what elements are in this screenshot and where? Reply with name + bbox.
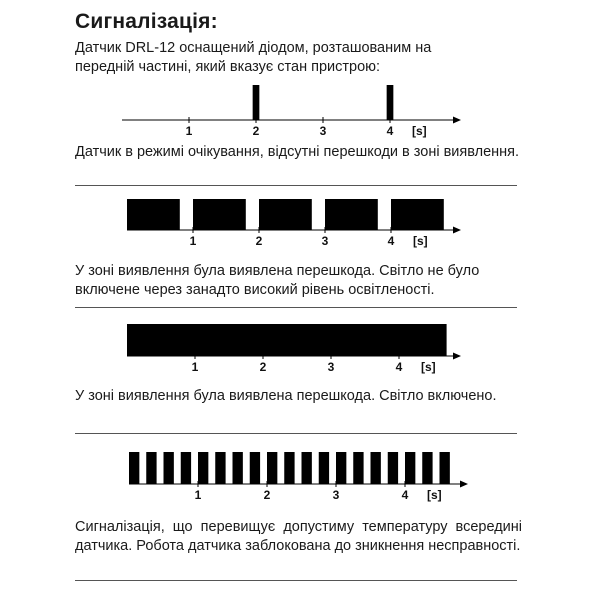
intro-text: Датчик DRL-12 оснащений діодом, розташованим на передній частині, який вказує стан пристрою: [75, 40, 432, 75]
axis-unit-label: [s] [413, 234, 428, 248]
axis-tick-label: 2 [252, 124, 260, 138]
signal-pulse [405, 452, 415, 484]
signal-diagram-detected-no-light [0, 196, 600, 254]
signal-pulse [181, 452, 191, 484]
axis-arrow-icon [453, 353, 461, 360]
axis-arrow-icon [453, 117, 461, 124]
signal-pulse [391, 199, 444, 230]
signal-pulse [127, 324, 447, 356]
signal-pulse [233, 452, 243, 484]
axis-tick-label: 2 [255, 234, 263, 248]
axis-unit-label: [s] [412, 124, 427, 138]
axis-tick-label: 1 [191, 360, 199, 374]
signal-pulse [336, 452, 346, 484]
axis-tick-label: 4 [395, 360, 403, 374]
axis-tick-label: 3 [332, 488, 340, 502]
axis-tick-label: 3 [327, 360, 335, 374]
signal-pulse [127, 199, 180, 230]
signal-pulse [319, 452, 329, 484]
signal-pulse [250, 452, 260, 484]
signal-diagram-over-temperature [0, 446, 600, 506]
signal-pulse [353, 452, 363, 484]
axis-tick-label: 1 [189, 234, 197, 248]
signal-pulse [325, 199, 378, 230]
signal-pulse [387, 85, 394, 120]
axis-tick-label: 2 [259, 360, 267, 374]
page-title: Сигналізація: [75, 10, 218, 33]
axis-arrow-icon [460, 481, 468, 488]
signal-pulse [388, 452, 398, 484]
signal-pulse [259, 199, 312, 230]
signal-pulse [284, 452, 294, 484]
signal-pulse [193, 199, 246, 230]
axis-tick-label: 4 [386, 124, 394, 138]
signal-pulse [371, 452, 381, 484]
axis-tick-label: 3 [319, 124, 327, 138]
axis-tick-label: 3 [321, 234, 329, 248]
axis-tick-label: 1 [185, 124, 193, 138]
signal-pulse [422, 452, 432, 484]
signal-pulse [146, 452, 156, 484]
axis-unit-label: [s] [421, 360, 436, 374]
section-divider [75, 307, 517, 308]
signal-pulse [267, 452, 277, 484]
caption-detected-light-on: У зоні виявлення була виявлена перешкода. Світло включено. [75, 388, 497, 404]
axis-tick-label: 1 [194, 488, 202, 502]
axis-tick-label: 2 [263, 488, 271, 502]
caption-over-temperature: Сигналізація, що перевищує допустиму температуру всередині датчика. Робота датчика заблокована до зникнення несправності. [75, 519, 522, 554]
section-divider [75, 185, 517, 186]
caption-standby: Датчик в режимі очікування, відсутні перешкоди в зоні виявлення. [75, 144, 520, 160]
section-divider [75, 580, 517, 581]
signal-pulse [440, 452, 450, 484]
axis-tick-label: 4 [387, 234, 395, 248]
caption-detected-no-light: У зоні виявлення була виявлена перешкода. Світло не було включене через занадто високий рівень освітленості. [75, 263, 480, 298]
signal-pulse [215, 452, 225, 484]
signal-diagram-detected-light-on [0, 320, 600, 378]
section-divider [75, 433, 517, 434]
signal-diagram-standby [0, 82, 600, 140]
axis-arrow-icon [453, 227, 461, 234]
signal-pulse [253, 85, 260, 120]
signal-pulse [129, 452, 139, 484]
signal-pulse [164, 452, 174, 484]
axis-unit-label: [s] [427, 488, 442, 502]
axis-tick-label: 4 [401, 488, 409, 502]
signal-pulse [302, 452, 312, 484]
signal-pulse [198, 452, 208, 484]
